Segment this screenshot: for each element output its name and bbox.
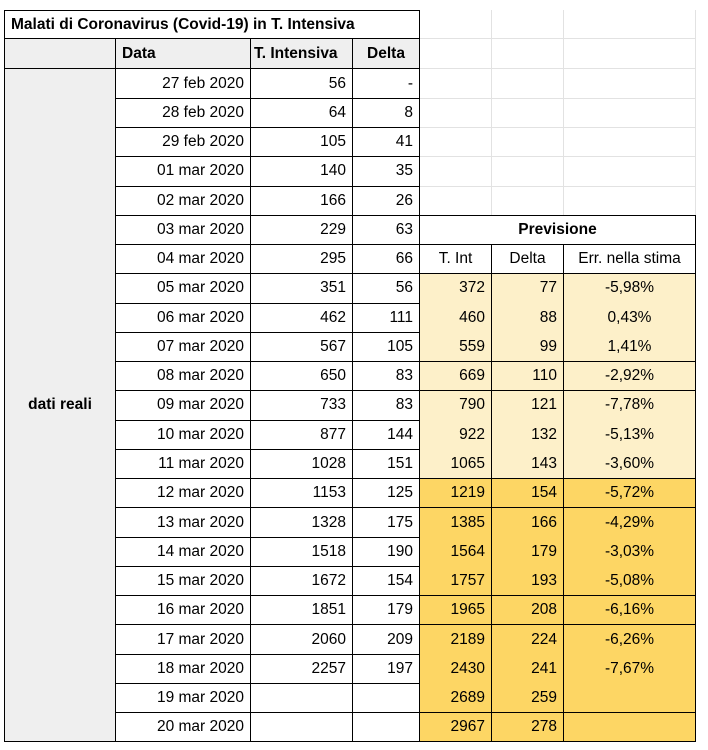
prevision-err[interactable]: -6,26% <box>564 625 696 655</box>
prevision-t-int[interactable]: 1065 <box>420 449 492 479</box>
prevision-err[interactable]: -5,98% <box>564 274 696 304</box>
row-date[interactable]: 03 mar 2020 <box>116 215 251 245</box>
row-delta[interactable]: - <box>353 69 420 99</box>
prevision-t-int[interactable]: 2967 <box>420 713 492 743</box>
row-t-intensiva[interactable]: 56 <box>251 69 353 99</box>
row-date[interactable]: 09 mar 2020 <box>116 391 251 421</box>
prevision-t-int[interactable]: 2189 <box>420 625 492 655</box>
grid-cell[interactable] <box>492 186 564 216</box>
row-t-intensiva[interactable]: 650 <box>251 362 353 392</box>
row-date[interactable]: 01 mar 2020 <box>116 157 251 187</box>
row-t-intensiva[interactable]: 1028 <box>251 449 353 479</box>
grid-cell[interactable] <box>492 157 564 187</box>
table-title[interactable]: Malati di Coronavirus (Covid-19) in T. Intensiva <box>4 10 420 39</box>
row-date[interactable]: 12 mar 2020 <box>116 479 251 509</box>
prevision-err[interactable] <box>564 683 696 713</box>
prevision-delta[interactable]: 193 <box>492 566 564 596</box>
prevision-t-int[interactable]: 1757 <box>420 566 492 596</box>
prevision-err[interactable]: -7,67% <box>564 654 696 684</box>
row-t-intensiva[interactable]: 64 <box>251 98 353 128</box>
prevision-err[interactable]: 0,43% <box>564 303 696 333</box>
row-date[interactable]: 17 mar 2020 <box>116 625 251 655</box>
row-delta[interactable]: 151 <box>353 449 420 479</box>
row-delta[interactable]: 83 <box>353 362 420 392</box>
row-delta[interactable]: 209 <box>353 625 420 655</box>
row-delta[interactable]: 83 <box>353 391 420 421</box>
row-date[interactable]: 15 mar 2020 <box>116 566 251 596</box>
prevision-delta[interactable]: 166 <box>492 508 564 538</box>
prevision-t-int[interactable]: 1385 <box>420 508 492 538</box>
row-delta[interactable]: 175 <box>353 508 420 538</box>
prevision-delta[interactable]: 208 <box>492 596 564 626</box>
row-t-intensiva[interactable]: 1153 <box>251 479 353 509</box>
grid-cell[interactable] <box>492 69 564 99</box>
row-t-intensiva[interactable]: 105 <box>251 128 353 158</box>
prevision-err[interactable]: -2,92% <box>564 362 696 392</box>
row-date[interactable]: 29 feb 2020 <box>116 128 251 158</box>
grid-cell[interactable] <box>564 186 696 216</box>
row-t-intensiva[interactable]: 229 <box>251 215 353 245</box>
grid-cell[interactable] <box>492 10 564 39</box>
prevision-header-err[interactable]: Err. nella stima <box>564 245 696 275</box>
prevision-t-int[interactable]: 790 <box>420 391 492 421</box>
row-t-intensiva[interactable]: 295 <box>251 245 353 275</box>
prevision-t-int[interactable]: 2430 <box>420 654 492 684</box>
row-delta[interactable]: 35 <box>353 157 420 187</box>
prevision-err[interactable] <box>564 713 696 743</box>
row-delta[interactable]: 63 <box>353 215 420 245</box>
prevision-delta[interactable]: 88 <box>492 303 564 333</box>
row-date[interactable]: 11 mar 2020 <box>116 449 251 479</box>
prevision-delta[interactable]: 143 <box>492 449 564 479</box>
row-delta[interactable]: 197 <box>353 654 420 684</box>
prevision-delta[interactable]: 99 <box>492 332 564 362</box>
grid-cell[interactable] <box>492 98 564 128</box>
prevision-delta[interactable]: 110 <box>492 362 564 392</box>
prevision-err[interactable]: -6,16% <box>564 596 696 626</box>
header-t-intensiva[interactable]: T. Intensiva <box>251 39 353 69</box>
prevision-delta[interactable]: 77 <box>492 274 564 304</box>
grid-cell[interactable] <box>420 69 492 99</box>
row-delta[interactable]: 41 <box>353 128 420 158</box>
prevision-t-int[interactable]: 1219 <box>420 479 492 509</box>
row-t-intensiva[interactable]: 140 <box>251 157 353 187</box>
prevision-delta[interactable]: 241 <box>492 654 564 684</box>
grid-cell[interactable] <box>420 157 492 187</box>
grid-cell[interactable] <box>564 69 696 99</box>
row-t-intensiva[interactable]: 166 <box>251 186 353 216</box>
prevision-t-int[interactable]: 460 <box>420 303 492 333</box>
prevision-t-int[interactable]: 1564 <box>420 537 492 567</box>
row-delta[interactable]: 154 <box>353 566 420 596</box>
prevision-err[interactable]: -5,08% <box>564 566 696 596</box>
row-date[interactable]: 08 mar 2020 <box>116 362 251 392</box>
row-t-intensiva[interactable]: 1672 <box>251 566 353 596</box>
grid-cell[interactable] <box>492 128 564 158</box>
row-date[interactable]: 06 mar 2020 <box>116 303 251 333</box>
row-delta[interactable]: 179 <box>353 596 420 626</box>
row-date[interactable]: 19 mar 2020 <box>116 683 251 713</box>
grid-cell[interactable] <box>564 157 696 187</box>
grid-cell[interactable] <box>420 128 492 158</box>
row-t-intensiva[interactable]: 877 <box>251 420 353 450</box>
row-t-intensiva[interactable]: 1328 <box>251 508 353 538</box>
row-date[interactable]: 18 mar 2020 <box>116 654 251 684</box>
grid-cell[interactable] <box>420 98 492 128</box>
prevision-t-int[interactable]: 2689 <box>420 683 492 713</box>
prevision-t-int[interactable]: 1965 <box>420 596 492 626</box>
row-t-intensiva[interactable]: 462 <box>251 303 353 333</box>
grid-cell[interactable] <box>564 39 696 69</box>
row-date[interactable]: 02 mar 2020 <box>116 186 251 216</box>
row-delta[interactable] <box>353 683 420 713</box>
prevision-err[interactable]: 1,41% <box>564 332 696 362</box>
row-delta[interactable]: 8 <box>353 98 420 128</box>
header-delta[interactable]: Delta <box>353 39 420 69</box>
prevision-t-int[interactable]: 559 <box>420 332 492 362</box>
row-t-intensiva[interactable]: 1851 <box>251 596 353 626</box>
row-t-intensiva[interactable]: 2060 <box>251 625 353 655</box>
row-delta[interactable]: 26 <box>353 186 420 216</box>
row-t-intensiva[interactable] <box>251 713 353 743</box>
row-delta[interactable] <box>353 713 420 743</box>
row-date[interactable]: 28 feb 2020 <box>116 98 251 128</box>
row-delta[interactable]: 66 <box>353 245 420 275</box>
grid-cell[interactable] <box>564 10 696 39</box>
row-t-intensiva[interactable]: 733 <box>251 391 353 421</box>
row-t-intensiva[interactable]: 567 <box>251 332 353 362</box>
grid-cell[interactable] <box>420 10 492 39</box>
side-label-dati-reali[interactable]: dati reali <box>4 69 116 742</box>
row-date[interactable]: 04 mar 2020 <box>116 245 251 275</box>
prevision-err[interactable]: -5,72% <box>564 479 696 509</box>
row-date[interactable]: 13 mar 2020 <box>116 508 251 538</box>
prevision-t-int[interactable]: 669 <box>420 362 492 392</box>
header-data[interactable]: Data <box>116 39 251 69</box>
grid-cell[interactable] <box>420 39 492 69</box>
prevision-delta[interactable]: 154 <box>492 479 564 509</box>
prevision-t-int[interactable]: 922 <box>420 420 492 450</box>
prevision-t-int[interactable]: 372 <box>420 274 492 304</box>
row-t-intensiva[interactable]: 1518 <box>251 537 353 567</box>
prevision-err[interactable]: -3,03% <box>564 537 696 567</box>
row-delta[interactable]: 190 <box>353 537 420 567</box>
prevision-delta[interactable]: 259 <box>492 683 564 713</box>
prevision-err[interactable]: -7,78% <box>564 391 696 421</box>
row-date[interactable]: 27 feb 2020 <box>116 69 251 99</box>
row-date[interactable]: 16 mar 2020 <box>116 596 251 626</box>
grid-cell[interactable] <box>420 186 492 216</box>
prevision-header-delta[interactable]: Delta <box>492 245 564 275</box>
row-date[interactable]: 14 mar 2020 <box>116 537 251 567</box>
row-delta[interactable]: 125 <box>353 479 420 509</box>
prevision-delta[interactable]: 132 <box>492 420 564 450</box>
prevision-delta[interactable]: 179 <box>492 537 564 567</box>
row-date[interactable]: 05 mar 2020 <box>116 274 251 304</box>
grid-cell[interactable] <box>564 128 696 158</box>
row-delta[interactable]: 144 <box>353 420 420 450</box>
prevision-delta[interactable]: 224 <box>492 625 564 655</box>
prevision-delta[interactable]: 121 <box>492 391 564 421</box>
header-blank[interactable] <box>4 39 116 69</box>
row-date[interactable]: 20 mar 2020 <box>116 713 251 743</box>
prevision-err[interactable]: -4,29% <box>564 508 696 538</box>
row-date[interactable]: 10 mar 2020 <box>116 420 251 450</box>
row-delta[interactable]: 111 <box>353 303 420 333</box>
prevision-header-t-int[interactable]: T. Int <box>420 245 492 275</box>
row-delta[interactable]: 56 <box>353 274 420 304</box>
row-t-intensiva[interactable] <box>251 683 353 713</box>
prevision-err[interactable]: -5,13% <box>564 420 696 450</box>
prevision-title[interactable]: Previsione <box>420 215 696 245</box>
row-date[interactable]: 07 mar 2020 <box>116 332 251 362</box>
prevision-delta[interactable]: 278 <box>492 713 564 743</box>
grid-cell[interactable] <box>564 98 696 128</box>
prevision-err[interactable]: -3,60% <box>564 449 696 479</box>
row-delta[interactable]: 105 <box>353 332 420 362</box>
row-t-intensiva[interactable]: 351 <box>251 274 353 304</box>
row-t-intensiva[interactable]: 2257 <box>251 654 353 684</box>
grid-cell[interactable] <box>492 39 564 69</box>
